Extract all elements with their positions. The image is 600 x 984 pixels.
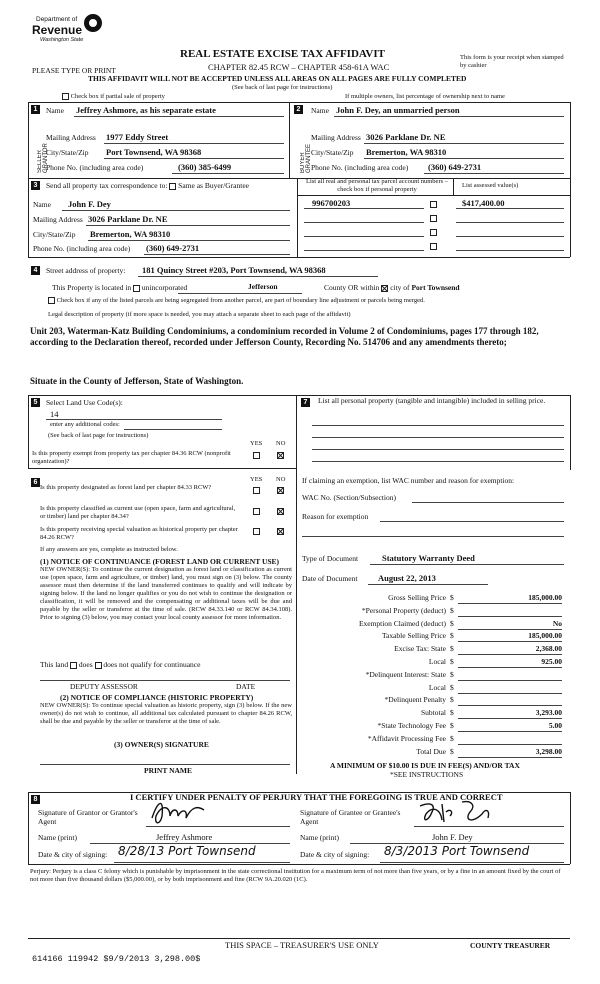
doc-date[interactable]: August 22, 2013 — [378, 573, 436, 583]
section-8-badge: 8 — [31, 795, 40, 804]
city-checkbox[interactable] — [381, 285, 388, 292]
doc-type-label: Type of Document — [302, 554, 359, 563]
reason-label: Reason for exemption — [302, 512, 369, 521]
tax-row: Local $ — [300, 682, 568, 695]
section-4-badge: 4 — [31, 266, 40, 275]
buyer-mailing-label: Mailing Address — [311, 133, 361, 142]
taxable-selling-price[interactable]: 185,000.00 — [528, 631, 562, 641]
forest-question: Is this property designated as forest land per chapter 84.33 RCW? — [40, 484, 212, 491]
personal-property-label: List all personal property (tangible and intangible) included in selling price. — [318, 396, 546, 405]
tax-row: *Delinquent Interest: State $ — [300, 669, 568, 682]
tax-row: Gross Selling Price $ 185,000.00 — [388, 593, 562, 602]
treasurer-use: THIS SPACE – TREASURER'S USE ONLY — [225, 940, 379, 950]
grantee-date-label: Date & city of signing: — [300, 850, 370, 859]
s3-mailing[interactable]: 3026 Parklane Dr. NE — [88, 214, 168, 224]
gross-selling-price[interactable]: 185,000.00 — [528, 593, 562, 602]
legal-description[interactable]: Unit 203, Waterman-Katz Building Condominiums, a condominium recorded in Volume 2 of Condominiums, pages 177 through 182, according to the Declaration thereof, recorded under Jefferson County, Recording No. 514706 and any amendments thereto; — [30, 326, 539, 347]
county-treasurer: COUNTY TREASURER — [470, 941, 551, 950]
seller-phone-label: Phone No. (including area code) — [46, 163, 144, 172]
continuance-row: This land does does not qualify for continuance — [40, 660, 201, 669]
state-technology-fee[interactable]: 5.00 — [548, 720, 562, 730]
grantor-name-label: Name (print) — [38, 833, 77, 842]
assessed-value[interactable]: $417,400.00 — [462, 198, 505, 208]
partial-sale-checkbox[interactable] — [62, 93, 69, 100]
tax-table — [300, 592, 568, 758]
accounts-header: List all real and personal tax parcel account numbers – check box if personal property — [305, 178, 449, 193]
s3-name-label: Name — [33, 200, 51, 209]
street-label: Street address of property: — [46, 266, 126, 275]
excise-tax-local[interactable]: 925.00 — [541, 656, 562, 666]
notice1-body: NEW OWNER(S): To continue the current designation as forest land or classification as current use (open space, farm and agriculture, or timber) land, you must sign on (3) below. The county assessor must then determine if the land transferred continues to qualify and will indicate by signing below. If the land no longer qualifies or you do not wish to continue the designation or classification, it will be removed and the compensating or additional taxes will be due and payable by the seller or transferor at the time of sale. (RCW 84.33.140 or RCW 84.34.108). Prior to signing (3) below, you may contact your local county assessor for more information. — [40, 566, 292, 621]
s3-city-label: City/State/Zip — [33, 230, 76, 239]
tax-correspondence-label: Send all property tax correspondence to: Same as Buyer/Grantee — [46, 181, 249, 190]
grantee-signature[interactable] — [416, 798, 496, 828]
tax-row: *Delinquent Penalty $ — [300, 694, 568, 707]
same-as-buyer-checkbox[interactable] — [169, 183, 176, 190]
s5-yes: YES — [250, 440, 263, 447]
tax-row: *Affidavit Processing Fee $ — [300, 733, 568, 746]
buyer-phone-label: Phone No. (including area code) — [311, 163, 409, 172]
buyer-side-label: BUYER GRANTEE — [300, 143, 312, 173]
exempt-yes-checkbox[interactable] — [253, 452, 260, 459]
section-5-badge: 5 — [31, 398, 40, 407]
unincorporated-checkbox[interactable] — [133, 285, 140, 292]
current-use-yes-checkbox[interactable] — [253, 508, 260, 515]
partial-sale-label: Check box if partial sale of property — [70, 93, 165, 100]
total-due[interactable]: 3,298.00 — [535, 746, 562, 756]
land-use-label: Select Land Use Code(s): — [46, 398, 123, 407]
forest-no-checkbox[interactable] — [277, 487, 284, 494]
see-instructions: *SEE INSTRUCTIONS — [390, 770, 464, 779]
form-chapter: CHAPTER 82.45 RCW – CHAPTER 458-61A WAC — [208, 62, 390, 72]
segregated-checkbox[interactable] — [48, 297, 55, 304]
current-use-question: Is this property classified as current use (open space, farm and agricultural, or timber) land per chapter 84.34? — [40, 505, 236, 520]
personal-property-checkbox-2[interactable] — [430, 215, 437, 222]
section-2-badge: 2 — [294, 105, 303, 114]
situate-text[interactable]: Situate in the County of Jefferson, State of Washington. — [30, 376, 244, 386]
seller-city-label: City/State/Zip — [46, 148, 89, 157]
notice1-title: (1) NOTICE OF CONTINUANCE (FOREST LAND OR CURRENT USE) — [40, 557, 280, 566]
buyer-phone[interactable]: (360) 649-2731 — [428, 162, 482, 172]
tax-row: Taxable Selling Price $ 185,000.00 — [381, 631, 562, 641]
legal-label: Legal description of property (if more space is needed, you may attach a separate sheet to each page of the affidavit) — [48, 311, 351, 318]
segregated-row: Check box if any of the listed parcels are being segregated from another parcel, are part of boundary line adjustment or parcels being merged. — [48, 297, 568, 305]
grantor-name[interactable]: Jeffrey Ashmore — [156, 832, 213, 842]
personal-property-checkbox-3[interactable] — [430, 229, 437, 236]
exemption-claimed[interactable]: No — [552, 618, 562, 628]
notice2-title: (2) NOTICE OF COMPLIANCE (HISTORIC PROPERTY) — [60, 693, 254, 702]
tax-row: Local $ 925.00 — [428, 656, 562, 666]
notice2-body: NEW OWNER(S): To continue special valuation as historic property, sign (3) below. If the new owner(s) do not wish to continue, all additional tax calculated pursuant to chapter 84.26 RCW, shall be due and payable by the seller or transferor at the time of sale. — [40, 702, 292, 725]
land-use-code[interactable]: 14 — [50, 409, 59, 419]
historical-no-checkbox[interactable] — [277, 528, 284, 535]
s3-mailing-label: Mailing Address — [33, 215, 83, 224]
buyer-city[interactable]: Bremerton, WA 98310 — [366, 147, 447, 157]
tax-row: *State Technology Fee $ 5.00 — [377, 720, 562, 730]
street-address[interactable]: 181 Quincy Street #203, Port Townsend, WA 98368 — [142, 265, 326, 275]
treasurer-stamp: 614166 119942 $9/9/2013 3,298.00$ — [32, 954, 201, 964]
seller-mailing[interactable]: 1977 Eddy Street — [106, 132, 169, 142]
personal-property-checkbox-4[interactable] — [430, 243, 437, 250]
tax-row: Exemption Claimed (deduct) $ No — [358, 618, 562, 628]
s3-city[interactable]: Bremerton, WA 98310 — [90, 229, 171, 239]
grantor-date-city[interactable]: 8/28/13 Port Townsend — [118, 844, 256, 858]
if-yes-text: If any answers are yes, complete as instructed below. — [40, 546, 178, 553]
owner-signature-label: (3) OWNER(S) SIGNATURE — [114, 740, 209, 749]
seller-phone[interactable]: (360) 385-6499 — [178, 162, 232, 172]
s3-phone-label: Phone No. (including area code) — [33, 244, 131, 253]
grantee-date-city[interactable]: 8/3/2013 Port Townsend — [384, 844, 530, 858]
city-value: Port Townsend — [411, 283, 460, 292]
see-back: (See back of last page for instructions) — [232, 84, 333, 91]
account-number[interactable]: 996700203 — [312, 198, 351, 208]
section-6-badge: 6 — [31, 478, 40, 487]
personal-property-checkbox-1[interactable] — [430, 201, 437, 208]
seller-side-label: SELLER GRANTOR — [37, 143, 49, 173]
doc-date-label: Date of Document — [302, 574, 358, 583]
grantee-name-label: Name (print) — [300, 833, 339, 842]
logo-mark-icon — [84, 14, 102, 32]
logo-line2: Revenue — [32, 23, 83, 37]
section-1-badge: 1 — [31, 105, 40, 114]
assessed-header: List assessed value(s) — [462, 182, 519, 189]
receipt-note: This form is your receipt when stamped by cashier — [460, 54, 564, 69]
exemption-label: If claiming an exemption, list WAC number and reason for exemption: — [302, 476, 515, 485]
tax-row: *Personal Property (deduct) $ — [300, 605, 568, 618]
multiple-owners-note: If multiple owners, list percentage of ownership next to name — [345, 93, 505, 100]
seller-name-label: Name — [46, 106, 64, 115]
grantee-sig-label: Signature of Grantee or Grantee's Agent — [300, 808, 401, 826]
s6-yes: YES — [250, 476, 263, 483]
dor-logo — [32, 14, 112, 48]
certify-text: I CERTIFY UNDER PENALTY OF PERJURY THAT THE FOREGOING IS TRUE AND CORRECT — [130, 792, 503, 802]
grantor-signature[interactable] — [148, 796, 208, 828]
partial-sale-row — [62, 93, 165, 101]
s5-see-back: (See back of last page for instructions) — [48, 432, 149, 439]
county-value: Jefferson — [248, 282, 278, 291]
s5-no: NO — [276, 440, 286, 447]
tax-row: Subtotal $ 3,293.00 — [420, 708, 562, 718]
does-not-checkbox[interactable] — [95, 662, 102, 669]
seller-name[interactable]: Jeffrey Ashmore, as his separate estate — [76, 105, 216, 115]
s3-phone[interactable]: (360) 649-2731 — [146, 243, 200, 253]
print-name-label: PRINT NAME — [144, 766, 192, 775]
seller-city[interactable]: Port Townsend, WA 98368 — [106, 147, 202, 157]
grantee-name[interactable]: John F. Dey — [432, 832, 473, 842]
form-title: REAL ESTATE EXCISE TAX AFFIDAVIT — [180, 48, 385, 60]
tax-row: Excise Tax: State $ 2,368.00 — [394, 644, 562, 654]
buyer-name[interactable]: John F. Dey, an unmarried person — [336, 105, 460, 115]
does-checkbox[interactable] — [70, 662, 77, 669]
exempt-no-checkbox[interactable] — [277, 452, 284, 459]
buyer-mailing[interactable]: 3026 Parklane Dr. NE — [366, 132, 446, 142]
historical-yes-checkbox[interactable] — [253, 528, 260, 535]
exempt-question: Is this property exempt from property tax per chapter 84.36 RCW (nonprofit organization)? — [32, 450, 231, 465]
additional-codes-label: enter any additional codes: — [50, 421, 120, 428]
tax-row: Total Due $ 3,298.00 — [416, 746, 562, 756]
location-row: This Property is located in unincorporated Jefferson County OR within city of Port Townsend — [52, 282, 460, 292]
assessor-date-label: DATE — [236, 682, 256, 691]
grantor-date-label: Date & city of signing: — [38, 850, 108, 859]
current-use-no-checkbox[interactable] — [277, 508, 284, 515]
logo-line3: Washington State — [40, 37, 84, 43]
s6-no: NO — [276, 476, 286, 483]
warning-text: THIS AFFIDAVIT WILL NOT BE ACCEPTED UNLESS ALL AREAS ON ALL PAGES ARE FULLY COMPLETED — [88, 74, 467, 83]
deputy-assessor-label: DEPUTY ASSESSOR — [70, 682, 138, 691]
logo-line1: Department of — [36, 16, 78, 23]
s3-name[interactable]: John F. Dey — [68, 199, 111, 209]
forest-yes-checkbox[interactable] — [253, 487, 260, 494]
please-type: PLEASE TYPE OR PRINT — [32, 66, 116, 75]
excise-tax-state[interactable]: 2,368.00 — [535, 644, 562, 654]
seller-mailing-label: Mailing Address — [46, 133, 96, 142]
grantor-sig-label: Signature of Grantor or Grantor's Agent — [38, 808, 138, 826]
wac-label: WAC No. (Section/Subsection) — [302, 493, 396, 502]
historical-question: Is this property receiving special valuation as historical property per chapter 84.26 RCW? — [40, 526, 238, 541]
section-3-badge: 3 — [31, 181, 40, 190]
buyer-city-label: City/State/Zip — [311, 148, 354, 157]
perjury-notice: Perjury: Perjury is a class C felony which is punishable by imprisonment in the state correctional institution for a maximum term of not more than five years, or by a fine in an amount fixed by the court of not more than five thousand dollars ($5,000.00), or by both imprisonment and fine (RCW 9A.20.020 (1C). — [30, 868, 561, 883]
minimum-fee-note: A MINIMUM OF $10.00 IS DUE IN FEE(S) AND/OR TAX — [330, 761, 520, 770]
buyer-name-label: Name — [311, 106, 329, 115]
section-7-badge: 7 — [301, 398, 310, 407]
subtotal[interactable]: 3,293.00 — [535, 708, 562, 718]
doc-type[interactable]: Statutory Warranty Deed — [382, 553, 475, 563]
